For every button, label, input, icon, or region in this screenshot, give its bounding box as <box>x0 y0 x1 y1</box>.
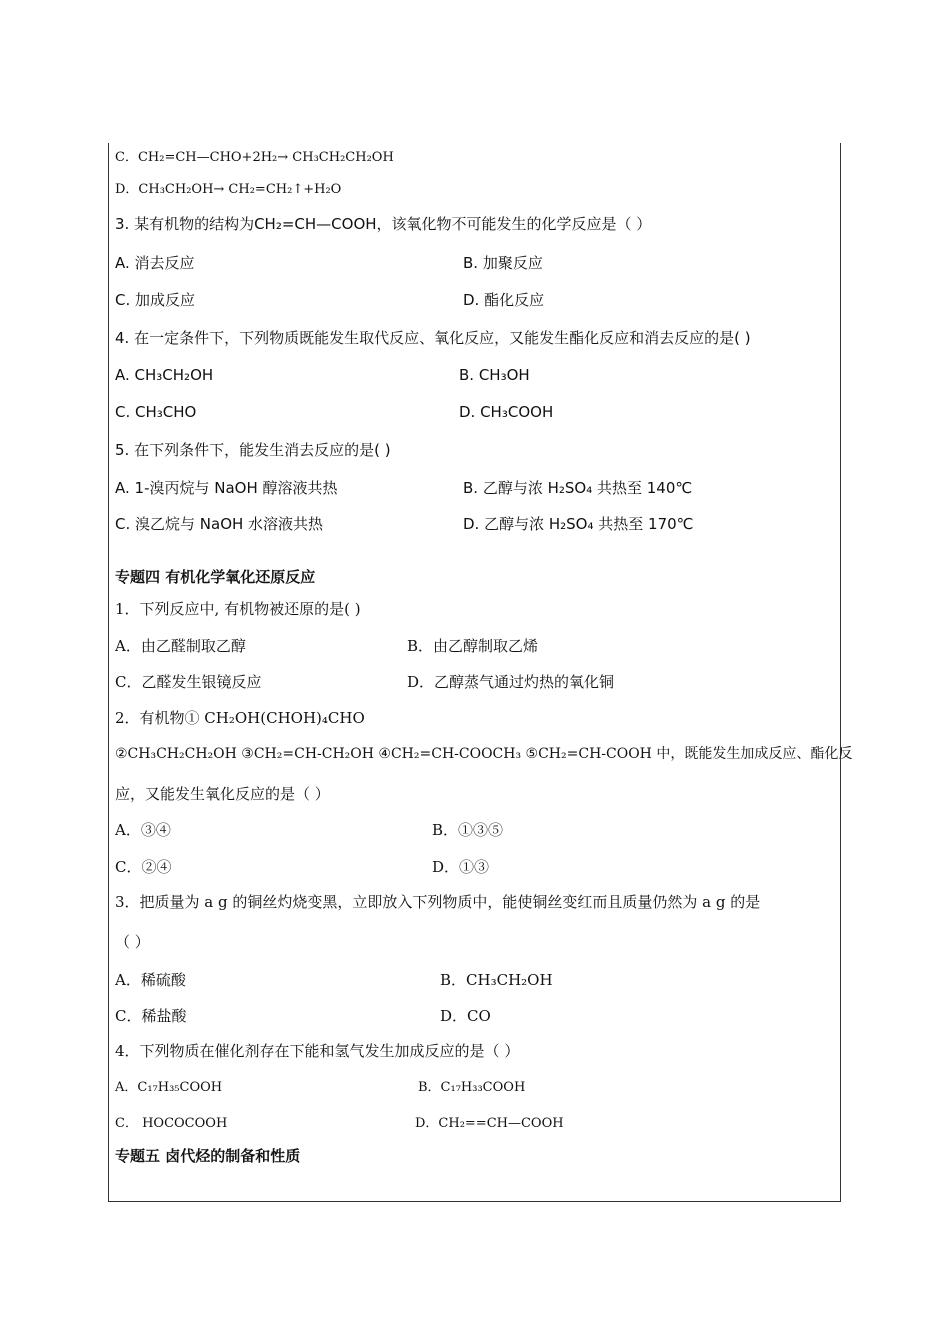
t4-q4-option-b: B．C₁₇H₃₃COOH <box>418 1080 526 1095</box>
t4-q4-option-c: C． HOCOCOOH <box>115 1116 228 1131</box>
t4-question-4-stem: 4．下列物质在催化剂存在下能和氢气发生加成反应的是（ ） <box>115 1042 520 1060</box>
q5-option-d: D. 乙醇与浓 H₂SO₄ 共热至 170℃ <box>463 515 694 533</box>
q4-option-a: A. CH₃CH₂OH <box>115 366 214 384</box>
option-c-reaction: C．CH₂=CH—CHO+2H₂→ CH₃CH₂CH₂OH <box>115 150 394 165</box>
q5-option-c: C. 溴乙烷与 NaOH 水溶液共热 <box>115 515 324 533</box>
t4-q3-option-c: C．稀盐酸 <box>115 1007 187 1025</box>
q4-option-b: B. CH₃OH <box>459 366 530 384</box>
option-d-reaction: D．CH₃CH₂OH→ CH₂=CH₂↑+H₂O <box>115 182 342 197</box>
t4-q2-option-d: D．①③ <box>432 858 490 876</box>
t4-question-2-line-2: ②CH₃CH₂CH₂OH ③CH₂=CH-CH₂OH ④CH₂=CH-COOCH₃ ⑤CH₂=CH-COOH 中，既能发生加成反应、酯化反 <box>115 746 853 762</box>
t4-q3-option-b: B．CH₃CH₂OH <box>440 971 553 989</box>
t4-q1-option-c: C．乙醛发生银镜反应 <box>115 673 262 691</box>
question-5-stem: 5. 在下列条件下，能发生消去反应的是( ) <box>115 441 391 459</box>
t4-q2-option-a: A．③④ <box>115 821 171 839</box>
q3-option-b: B. 加聚反应 <box>463 254 543 272</box>
question-4-stem: 4. 在一定条件下，下列物质既能发生取代反应、氧化反应，又能发生酯化反应和消去反应的是( ) <box>115 329 751 347</box>
topic-5-heading: 专题五 卤代烃的制备和性质 <box>115 1147 301 1165</box>
q3-option-c: C. 加成反应 <box>115 291 196 309</box>
q3-option-d: D. 酯化反应 <box>463 291 545 309</box>
t4-q1-option-b: B．由乙醇制取乙烯 <box>407 637 539 655</box>
t4-question-2-line-1: 2．有机物① CH₂OH(CHOH)₄CHO <box>115 709 365 727</box>
t4-question-2-line-3: 应，又能发生氧化反应的是（ ） <box>115 785 330 803</box>
t4-q2-option-c: C．②④ <box>115 858 172 876</box>
q5-option-a: A. 1-溴丙烷与 NaOH 醇溶液共热 <box>115 479 338 497</box>
t4-question-3-line-2: （ ） <box>115 933 150 951</box>
t4-q1-option-a: A．由乙醛制取乙醇 <box>115 637 246 655</box>
question-3-stem: 3. 某有机物的结构为CH₂=CH—COOH，该氧化物不可能发生的化学反应是（ ） <box>115 215 652 233</box>
t4-q3-option-a: A．稀硫酸 <box>115 971 186 989</box>
q5-option-b: B. 乙醇与浓 H₂SO₄ 共热至 140℃ <box>463 479 693 497</box>
q4-option-c: C. CH₃CHO <box>115 403 197 421</box>
topic-4-heading: 专题四 有机化学氧化还原反应 <box>115 568 316 586</box>
t4-q4-option-a: A．C₁₇H₃₅COOH <box>115 1080 223 1095</box>
t4-q4-option-d: D．CH₂==CH—COOH <box>415 1116 564 1131</box>
q3-option-a: A. 消去反应 <box>115 254 195 272</box>
t4-question-3-line-1: 3．把质量为 a g 的铜丝灼烧变黑，立即放入下列物质中，能使铜丝变红而且质量仍然为 a g 的是 <box>115 893 761 911</box>
q4-option-d: D. CH₃COOH <box>459 403 554 421</box>
t4-q1-option-d: D．乙醇蒸气通过灼热的氧化铜 <box>407 673 615 691</box>
t4-q2-option-b: B．①③⑤ <box>432 821 504 839</box>
t4-q3-option-d: D．CO <box>440 1007 491 1025</box>
t4-question-1-stem: 1．下列反应中, 有机物被还原的是( ) <box>115 600 361 618</box>
